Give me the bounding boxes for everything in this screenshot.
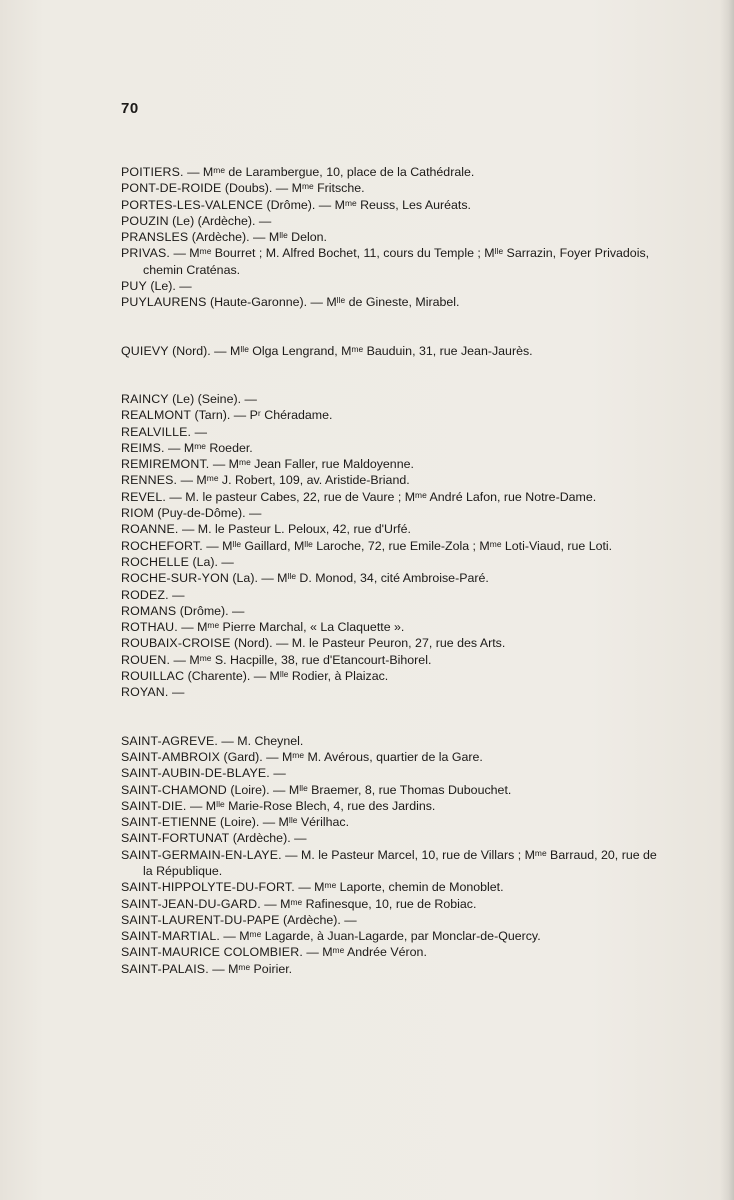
entry-detail: (Nord). — M. le Pasteur Peuron, 27, rue des Arts. <box>230 636 506 651</box>
place-name: ROCHELLE <box>121 554 189 569</box>
place-name: REIMS. <box>121 440 165 455</box>
directory-entry <box>121 684 661 700</box>
entry-detail: (Drôme). — <box>176 603 245 618</box>
entry-detail: (Tarn). — Pʳ Chéradame. <box>191 408 333 423</box>
group-spacer <box>121 311 661 343</box>
directory-entry <box>121 456 661 472</box>
page-number: 70 <box>121 100 139 117</box>
place-name: PORTES-LES-VALENCE <box>121 197 264 212</box>
directory-entry <box>121 294 661 310</box>
entry-detail: — Mᵐᵉ S. Hacpille, 38, rue d'Etancourt-Bihorel. <box>170 652 432 667</box>
place-name: ROUEN. <box>121 652 171 667</box>
directory-entry <box>121 164 661 180</box>
entry-detail: (Drôme). — Mᵐᵉ Reuss, Les Auréats. <box>263 197 471 212</box>
directory-entry <box>121 944 661 960</box>
directory-entry <box>121 180 661 196</box>
directory-entry <box>121 928 661 944</box>
directory-entry <box>121 798 661 814</box>
entry-detail: — Mˡˡᵉ Gaillard, Mˡˡᵉ Laroche, 72, rue Emile-Zola ; Mᵐᵉ Loti-Viaud, rue Loti. <box>202 538 613 553</box>
directory-entry <box>121 896 661 912</box>
directory-entry <box>121 343 661 359</box>
place-name: SAINT-AMBROIX <box>121 749 221 764</box>
entry-detail: — <box>269 766 286 781</box>
directory-entry <box>121 440 661 456</box>
directory-entry <box>121 278 661 294</box>
place-name: RODEZ. <box>121 587 169 602</box>
directory-entry <box>121 879 661 895</box>
entry-detail: (Puy-de-Dôme). — <box>153 506 262 521</box>
place-name: ROCHE-SUR-YON <box>121 571 229 586</box>
entry-detail: (Le) (Seine). — <box>168 391 257 406</box>
entry-detail: (Le) (Ardèche). — <box>168 213 272 228</box>
place-name: SAINT-MARTIAL. <box>121 929 220 944</box>
place-name: PONT-DE-ROIDE <box>121 181 222 196</box>
place-name: POUZIN <box>121 213 169 228</box>
entry-group-r <box>121 391 661 701</box>
place-name: SAINT-FORTUNAT <box>121 831 230 846</box>
directory-entry <box>121 587 661 603</box>
place-name: PRANSLES <box>121 230 189 245</box>
directory-entry <box>121 489 661 505</box>
directory-entry <box>121 213 661 229</box>
group-spacer <box>121 359 661 391</box>
entry-detail: (Charente). — Mˡˡᵉ Rodier, à Plaizac. <box>184 669 389 684</box>
place-name: PUY <box>121 279 147 294</box>
directory-entry <box>121 538 661 554</box>
place-name: ROTHAU. <box>121 620 178 635</box>
entry-detail: — Mᵐᵉ Laporte, chemin de Monoblet. <box>294 880 504 895</box>
directory-entry <box>121 391 661 407</box>
entry-detail: — Mᵐᵉ Poirier. <box>208 961 293 976</box>
entry-detail: (Doubs). — Mᵐᵉ Fritsche. <box>221 181 365 196</box>
directory-entry <box>121 961 661 977</box>
entry-detail: (Loire). — Mˡˡᵉ Braemer, 8, rue Thomas Dubouchet. <box>226 782 512 797</box>
directory-entry <box>121 765 661 781</box>
directory-entry <box>121 619 661 635</box>
entry-detail: — M. le pasteur Cabes, 22, rue de Vaure ; Mᵐᵉ André Lafon, rue Notre-Dame. <box>165 489 597 504</box>
place-name: SAINT-CHAMOND <box>121 782 227 797</box>
entry-detail: — Mᵐᵉ Bourret ; M. Alfred Bochet, 11, cours du Temple ; Mˡˡᵉ Sarrazin, Foyer Privadois, chemin Craténas. <box>143 246 650 277</box>
entry-detail: (Ardèche). — <box>229 831 307 846</box>
entry-detail: — Mᵐᵉ Jean Faller, rue Maldoyenne. <box>209 457 414 472</box>
directory-entry <box>121 505 661 521</box>
place-name: REMIREMONT. <box>121 457 210 472</box>
entry-detail: (Haute-Garonne). — Mˡˡᵉ de Gineste, Mirabel. <box>206 295 460 310</box>
directory-entry <box>121 814 661 830</box>
entry-detail: — Mᵐᵉ Pierre Marchal, « La Claquette ». <box>177 620 405 635</box>
entry-detail: (Le). — <box>146 279 192 294</box>
directory-entry <box>121 424 661 440</box>
entry-detail: — Mˡˡᵉ Marie-Rose Blech, 4, rue des Jardins. <box>186 798 436 813</box>
entry-detail: — Mᵐᵉ de Larambergue, 10, place de la Cathédrale. <box>183 165 475 179</box>
place-name: ROCHEFORT. <box>121 538 203 553</box>
directory-entry <box>121 554 661 570</box>
directory-entry <box>121 245 661 278</box>
directory-entry <box>121 197 661 213</box>
entry-detail: — <box>168 685 185 700</box>
directory-entry <box>121 733 661 749</box>
place-name: SAINT-JEAN-DU-GARD. <box>121 896 261 911</box>
entry-detail: — Mᵐᵉ Roeder. <box>164 440 253 455</box>
entry-detail: — M. le Pasteur L. Peloux, 42, rue d'Urfé. <box>178 522 411 537</box>
entry-detail: — Mᵐᵉ Rafinesque, 10, rue de Robiac. <box>260 896 477 911</box>
entry-detail: (Gard). — Mᵐᵉ M. Avérous, quartier de la Gare. <box>220 749 483 764</box>
entry-group-q <box>121 343 661 359</box>
place-name: ROUILLAC <box>121 669 185 684</box>
directory-entry <box>121 521 661 537</box>
place-name: REVEL. <box>121 489 166 504</box>
place-name: RENNES. <box>121 473 178 488</box>
entry-detail: (Ardèche). — <box>279 912 357 927</box>
place-name: ROANNE. <box>121 522 179 537</box>
place-name: PUYLAURENS <box>121 295 207 310</box>
entry-detail: — M. Cheynel. <box>217 733 304 748</box>
entry-detail: (Ardèche). — Mˡˡᵉ Delon. <box>188 230 327 245</box>
entry-detail: — Mᵐᵉ J. Robert, 109, av. Aristide-Briand. <box>177 473 410 488</box>
directory-entry <box>121 912 661 928</box>
place-name: POITIERS. <box>121 165 184 179</box>
entry-detail: — Mᵐᵉ Lagarde, à Juan-Lagarde, par Monclar-de-Quercy. <box>219 929 541 944</box>
place-name: RIOM <box>121 506 154 521</box>
place-name: SAINT-MAURICE COLOMBIER. <box>121 945 303 960</box>
directory-entry <box>121 782 661 798</box>
entry-detail: — <box>168 587 185 602</box>
directory-entry <box>121 603 661 619</box>
directory-entry <box>121 407 661 423</box>
place-name: PRIVAS. <box>121 246 171 261</box>
directory-entry <box>121 652 661 668</box>
place-name: REALVILLE. <box>121 424 192 439</box>
place-name: SAINT-ETIENNE <box>121 815 217 830</box>
place-name: ROMANS <box>121 603 177 618</box>
entry-detail: (Nord). — Mˡˡᵉ Olga Lengrand, Mᵐᵉ Bauduin, 31, rue Jean-Jaurès. <box>168 343 533 358</box>
place-name: SAINT-GERMAIN-EN-LAYE. <box>121 847 282 862</box>
directory-entry <box>121 472 661 488</box>
place-name: SAINT-DIE. <box>121 798 187 813</box>
directory-entry <box>121 229 661 245</box>
directory-entry <box>121 635 661 651</box>
place-name: ROUBAIX-CROISE <box>121 636 231 651</box>
entry-detail: — M. le Pasteur Marcel, 10, rue de Villars ; Mᵐᵉ Barraud, 20, rue de la République. <box>143 847 657 878</box>
entry-detail: (La). — <box>189 554 234 569</box>
place-name: SAINT-AGREVE. <box>121 733 218 748</box>
entry-detail: (La). — Mˡˡᵉ D. Monod, 34, cité Ambroise-Paré. <box>228 571 489 586</box>
directory-entry <box>121 847 661 880</box>
binding-shadow <box>720 0 734 1200</box>
entry-group-s <box>121 733 661 977</box>
directory-entry <box>121 668 661 684</box>
place-name: REALMONT <box>121 408 192 423</box>
place-name: RAINCY <box>121 391 169 406</box>
place-name: QUIEVY <box>121 343 169 358</box>
entry-group-p <box>121 164 661 311</box>
directory-entry <box>121 570 661 586</box>
place-name: SAINT-LAURENT-DU-PAPE <box>121 912 280 927</box>
directory-listing <box>121 164 661 977</box>
directory-entry <box>121 749 661 765</box>
place-name: SAINT-PALAIS. <box>121 961 209 976</box>
directory-entry <box>121 830 661 846</box>
place-name: ROYAN. <box>121 685 169 700</box>
place-name: SAINT-AUBIN-DE-BLAYE. <box>121 766 270 781</box>
entry-detail: (Loire). — Mˡˡᵉ Vérilhac. <box>216 815 350 830</box>
entry-detail: — <box>191 424 207 439</box>
group-spacer <box>121 701 661 733</box>
place-name: SAINT-HIPPOLYTE-DU-FORT. <box>121 880 295 895</box>
entry-detail: — Mᵐᵉ Andrée Véron. <box>302 945 427 960</box>
